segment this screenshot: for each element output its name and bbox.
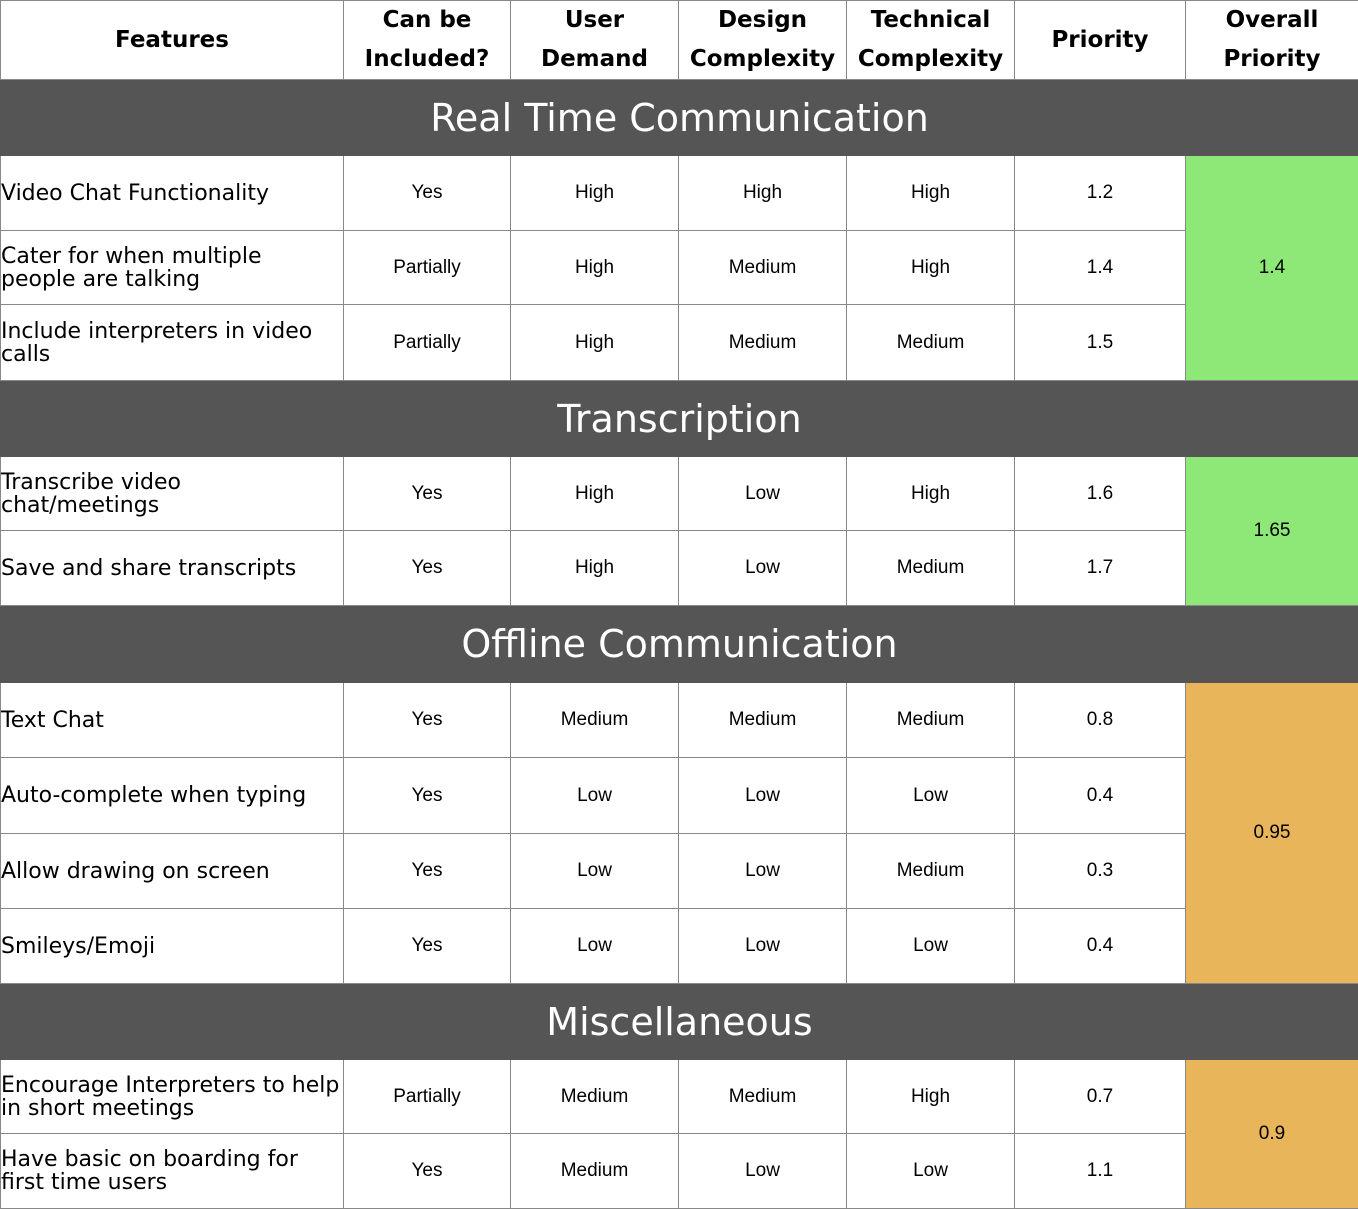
table-row xyxy=(1,457,1358,531)
design-cell: Low xyxy=(679,758,847,834)
feature-cell: Allow drawing on screen xyxy=(1,834,344,909)
priority-cell: 0.4 xyxy=(1015,909,1186,984)
section-title: Offline Communication xyxy=(1,606,1358,683)
technical-cell: Low xyxy=(847,758,1015,834)
table-row xyxy=(1,834,1358,909)
priority-cell: 1.1 xyxy=(1015,1134,1186,1209)
section-header-offline-communication xyxy=(1,606,1358,683)
header-priority: Priority xyxy=(1015,1,1186,80)
technical-cell: Medium xyxy=(847,683,1015,758)
design-cell: Low xyxy=(679,531,847,606)
technical-cell: Medium xyxy=(847,305,1015,381)
technical-cell: High xyxy=(847,156,1015,231)
feature-cell: Cater for when multiple people are talking xyxy=(1,231,344,305)
priority-cell: 0.8 xyxy=(1015,683,1186,758)
included-cell: Partially xyxy=(344,305,511,381)
section-title: Transcription xyxy=(1,381,1358,457)
header-features: Features xyxy=(1,1,344,80)
table-row xyxy=(1,231,1358,305)
demand-cell: High xyxy=(511,156,679,231)
included-cell: Yes xyxy=(344,758,511,834)
priority-cell: 1.6 xyxy=(1015,457,1186,531)
design-cell: Low xyxy=(679,909,847,984)
overall-priority-cell: 0.95 xyxy=(1186,683,1358,984)
design-cell: Low xyxy=(679,834,847,909)
demand-cell: Low xyxy=(511,834,679,909)
demand-cell: Medium xyxy=(511,1134,679,1209)
included-cell: Yes xyxy=(344,531,511,606)
included-cell: Partially xyxy=(344,1060,511,1134)
table-row xyxy=(1,758,1358,834)
priority-cell: 0.3 xyxy=(1015,834,1186,909)
section-header-real-time-communication xyxy=(1,80,1358,156)
feature-cell: Text Chat xyxy=(1,683,344,758)
feature-cell: Auto-complete when typing xyxy=(1,758,344,834)
header-technical-complexity: Technical Complexity xyxy=(847,1,1015,80)
feature-cell: Save and share transcripts xyxy=(1,531,344,606)
design-cell: High xyxy=(679,156,847,231)
overall-priority-cell: 0.9 xyxy=(1186,1060,1358,1209)
section-header-miscellaneous xyxy=(1,984,1358,1060)
design-cell: Medium xyxy=(679,305,847,381)
design-cell: Low xyxy=(679,457,847,531)
table-row xyxy=(1,531,1358,606)
technical-cell: Medium xyxy=(847,834,1015,909)
technical-cell: Low xyxy=(847,909,1015,984)
feature-cell: Include interpreters in video calls xyxy=(1,305,344,381)
demand-cell: High xyxy=(511,231,679,305)
priority-cell: 1.7 xyxy=(1015,531,1186,606)
included-cell: Partially xyxy=(344,231,511,305)
table-row xyxy=(1,683,1358,758)
table-row xyxy=(1,156,1358,231)
header-design-complexity: Design Complexity xyxy=(679,1,847,80)
feature-cell: Video Chat Functionality xyxy=(1,156,344,231)
table-row xyxy=(1,305,1358,381)
design-cell: Medium xyxy=(679,683,847,758)
demand-cell: Low xyxy=(511,758,679,834)
included-cell: Yes xyxy=(344,457,511,531)
header-user-demand: User Demand xyxy=(511,1,679,80)
included-cell: Yes xyxy=(344,1134,511,1209)
feature-cell: Encourage Interpreters to help in short meetings xyxy=(1,1060,344,1134)
demand-cell: Medium xyxy=(511,1060,679,1134)
priority-cell: 0.4 xyxy=(1015,758,1186,834)
feature-cell: Transcribe video chat/meetings xyxy=(1,457,344,531)
table-row xyxy=(1,1134,1358,1209)
header-row xyxy=(1,1,1358,80)
table-row xyxy=(1,1060,1358,1134)
included-cell: Yes xyxy=(344,909,511,984)
technical-cell: Low xyxy=(847,1134,1015,1209)
feature-cell: Smileys/Emoji xyxy=(1,909,344,984)
design-cell: Medium xyxy=(679,231,847,305)
feature-cell: Have basic on boarding for first time users xyxy=(1,1134,344,1209)
technical-cell: High xyxy=(847,457,1015,531)
overall-priority-cell: 1.65 xyxy=(1186,457,1358,606)
technical-cell: Medium xyxy=(847,531,1015,606)
demand-cell: High xyxy=(511,305,679,381)
overall-priority-cell: 1.4 xyxy=(1186,156,1358,381)
header-overall-priority: Overall Priority xyxy=(1186,1,1358,80)
design-cell: Medium xyxy=(679,1060,847,1134)
section-title: Real Time Communication xyxy=(1,80,1358,156)
technical-cell: High xyxy=(847,231,1015,305)
priority-cell: 1.2 xyxy=(1015,156,1186,231)
table-row xyxy=(1,909,1358,984)
header-can-be-included: Can be Included? xyxy=(344,1,511,80)
demand-cell: Low xyxy=(511,909,679,984)
priority-cell: 1.4 xyxy=(1015,231,1186,305)
section-title: Miscellaneous xyxy=(1,984,1358,1060)
priority-cell: 0.7 xyxy=(1015,1060,1186,1134)
technical-cell: High xyxy=(847,1060,1015,1134)
demand-cell: High xyxy=(511,531,679,606)
demand-cell: Medium xyxy=(511,683,679,758)
section-header-transcription xyxy=(1,381,1358,457)
design-cell: Low xyxy=(679,1134,847,1209)
included-cell: Yes xyxy=(344,834,511,909)
priority-cell: 1.5 xyxy=(1015,305,1186,381)
included-cell: Yes xyxy=(344,156,511,231)
demand-cell: High xyxy=(511,457,679,531)
included-cell: Yes xyxy=(344,683,511,758)
